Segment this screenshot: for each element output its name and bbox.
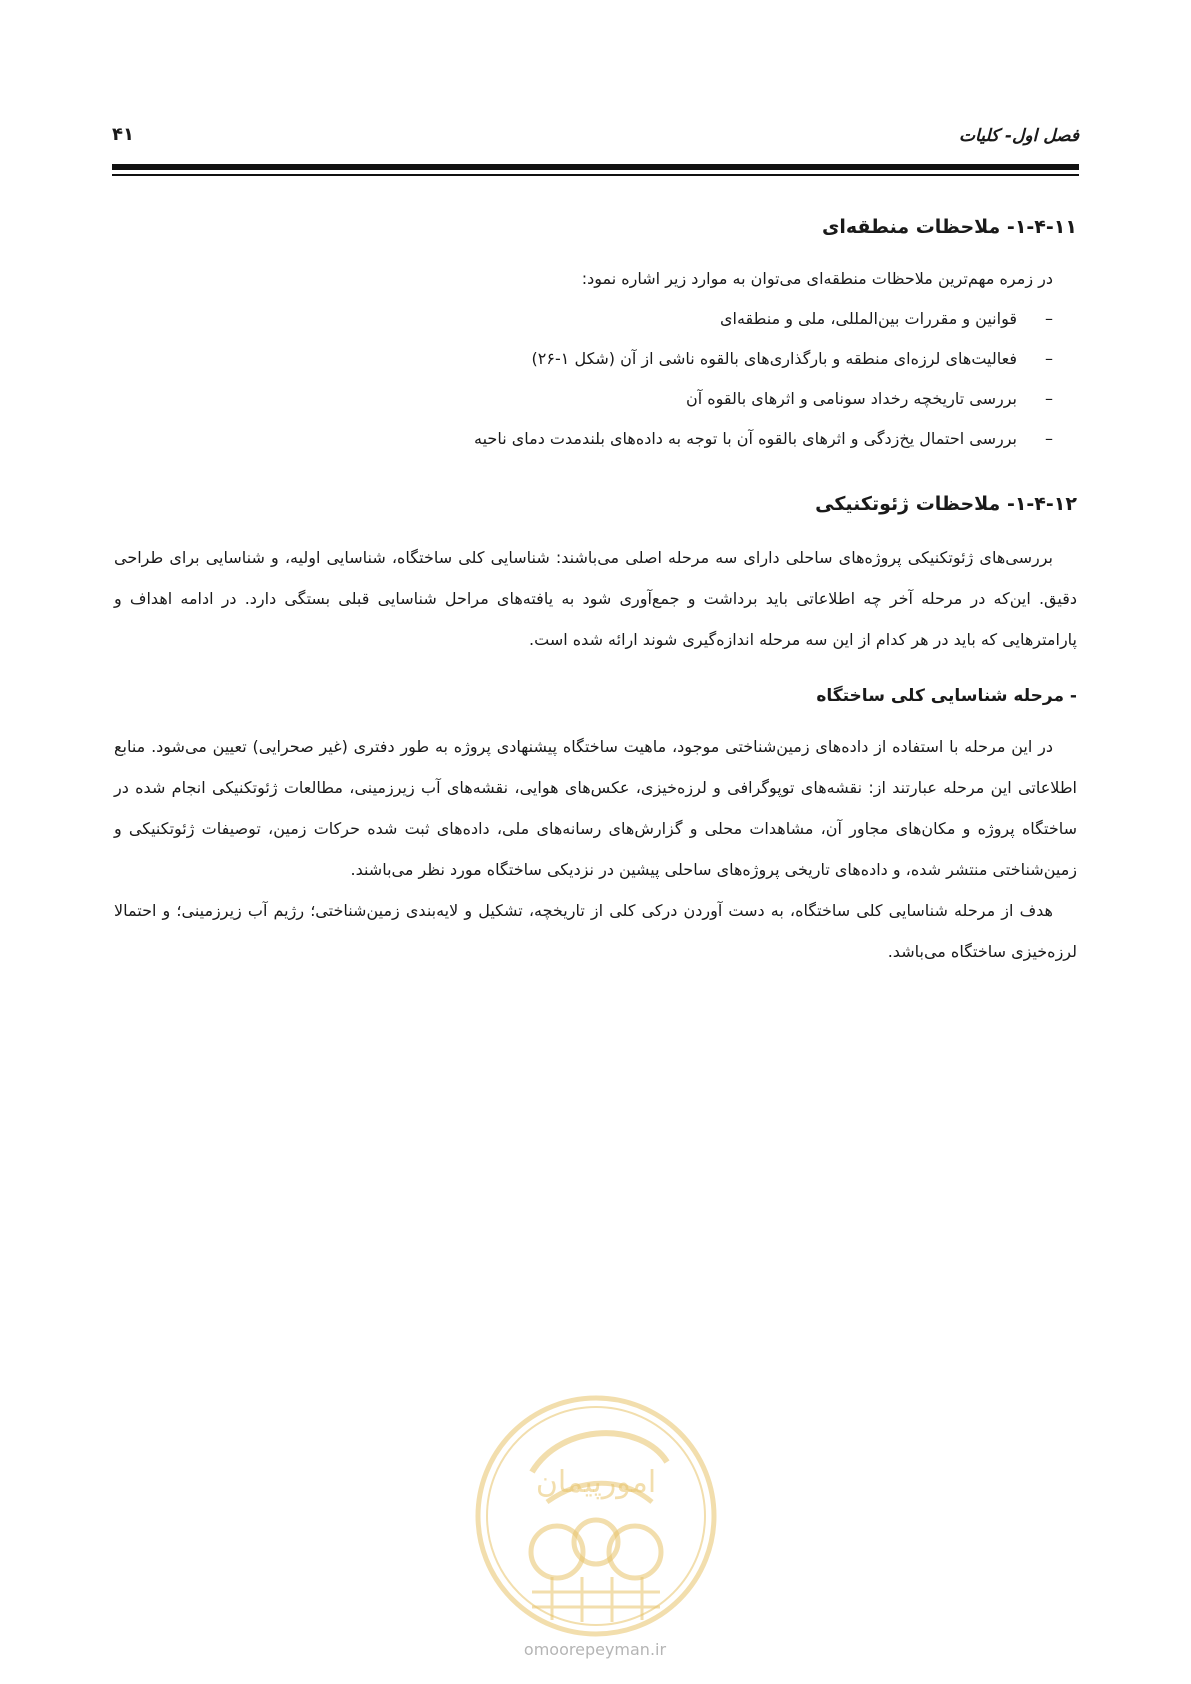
header-rule-thick bbox=[112, 164, 1079, 170]
stage-heading: - مرحله شناسایی کلی ساختگاه bbox=[816, 686, 1077, 706]
header-rule-thin bbox=[112, 174, 1079, 176]
list-item bbox=[114, 299, 1053, 339]
page-content bbox=[114, 210, 1077, 972]
list-item-text: قوانین و مقررات بین‌المللی، ملی و منطقه‌ای bbox=[719, 309, 1017, 328]
dash-bullet: – bbox=[1045, 429, 1053, 448]
watermark-url: omoorepeyman.ir bbox=[523, 1640, 667, 1659]
dash-bullet: – bbox=[1045, 349, 1053, 368]
stage-paragraph-2: هدف از مرحله شناسایی کلی ساختگاه، به دست آوردن درکی کلی از تاریخچه، تشکیل و لایه‌بندی زمین‌شناختی؛ رژیم آب زیرزمینی؛ و احتمالا لرزه‌خیزی ساختگاه می‌باشد. bbox=[114, 901, 1077, 961]
list-item-text: بررسی تاریخچه رخداد سونامی و اثرهای بالقوه آن bbox=[685, 389, 1017, 408]
stage-paragraph-1: در این مرحله با استفاده از داده‌های زمین‌شناختی موجود، ماهیت ساختگاه پیشنهادی پروژه به طور دفتری (غیر صحرایی) تعیین می‌شود. منابع اطلاعاتی این مرحله عبارتند از: نقشه‌های توپوگرافی و لرزه‌خیزی، عکس‌های هوایی، نقشه‌های آب زیرزمینی، مطالعات ژئوتکنیکی انجام شده در ساختگاه پروژه و مکان‌های مجاور آن، مشاهدات محلی و گزارش‌های رسانه‌های ملی، داده‌های ثبت شده حرکات زمین، توصیفات ژئوتکنیکی و زمین‌شناختی منتشر شده، و داده‌های تاریخی پروژه‌های ساحلی پیشین در نزدیکی ساختگاه مورد نظر می‌باشند. bbox=[114, 737, 1077, 879]
list-item-text: بررسی احتمال یخ‌زدگی و اثرهای بالقوه آن با توجه به داده‌های بلندمدت دمای ناحیه bbox=[474, 429, 1017, 448]
chapter-title: فصل اول- کلیات bbox=[959, 126, 1079, 146]
dash-bullet: – bbox=[1045, 389, 1053, 408]
page-number: ۴۱ bbox=[112, 124, 134, 145]
section-12-heading: ۱-۴-۱۲- ملاحظات ژئوتکنیکی bbox=[815, 493, 1077, 515]
regional-considerations-list bbox=[114, 299, 1077, 459]
list-item-text: فعالیت‌های لرزه‌ای منطقه و بارگذاری‌های بالقوه ناشی از آن (شکل ۱-۲۶) bbox=[531, 349, 1017, 368]
list-item bbox=[114, 339, 1053, 379]
seal-logo-text: امورپیمان bbox=[535, 1465, 657, 1500]
list-item bbox=[114, 379, 1053, 419]
section-11-heading: ۱-۴-۱۱- ملاحظات منطقه‌ای bbox=[821, 216, 1077, 238]
section-12-paragraph: بررسی‌های ژئوتکنیکی پروژه‌های ساحلی دارای سه مرحله اصلی می‌باشند: شناسایی کلی ساختگاه، شناسایی اولیه، و شناسایی برای طراحی دقیق. این‌که در مرحله آخر چه اطلاعاتی باید برداشت و جمع‌آوری شود به یافته‌های مراحل شناسایی قبلی بستگی دارد. در ادامه اهداف و پارامترهایی که باید در هر کدام از این سه مرحله اندازه‌گیری شوند ارائه شده است. bbox=[114, 548, 1077, 649]
watermark-seal-icon bbox=[472, 1392, 720, 1640]
dash-bullet: – bbox=[1045, 309, 1053, 328]
running-header bbox=[112, 122, 1079, 156]
list-item bbox=[114, 419, 1053, 459]
section-11-intro: در زمره مهم‌ترین ملاحظات منطقه‌ای می‌توان به موارد زیر اشاره نمود: bbox=[581, 269, 1053, 288]
